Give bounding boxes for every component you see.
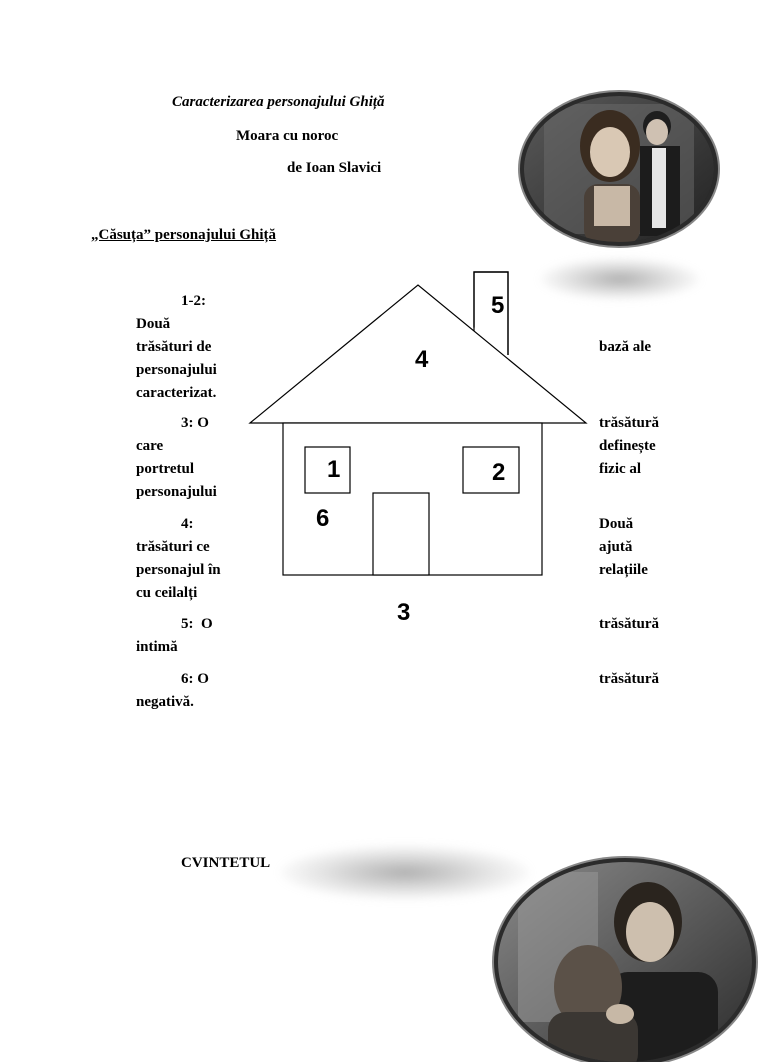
house-label-ground: 3 — [397, 599, 411, 626]
house-window-right — [463, 447, 519, 493]
clue-text-line: fizic al — [599, 461, 642, 477]
work-title: Moara cu noroc — [236, 128, 339, 144]
clue-text-line: trăsături ce — [136, 539, 210, 555]
document-title: Caracterizarea personajului Ghiță — [172, 94, 385, 110]
clue-text-line: negativă. — [136, 694, 194, 710]
clue-3-left — [136, 412, 246, 504]
clue-text-line: portretul — [136, 461, 195, 477]
film-still-top-image — [524, 96, 714, 242]
clue-text-line: personajului — [136, 484, 217, 500]
clue-4-left — [136, 513, 246, 605]
clue-text-line: trăsătură — [599, 616, 659, 632]
clue-text-line: trăsătură — [599, 415, 659, 431]
clue-number: 4: — [181, 516, 194, 532]
clue-number: 1-2: — [181, 293, 206, 309]
clue-6-right — [599, 668, 679, 691]
clue-5-right — [599, 613, 679, 636]
clue-text-line: Două — [136, 316, 171, 332]
house-drawing — [240, 268, 596, 618]
film-still-bottom — [498, 862, 752, 1062]
clue-6-left — [136, 668, 246, 714]
clue-number: 5: O — [181, 616, 213, 632]
clue-number: 6: O — [181, 671, 209, 687]
clue-text-line: intimă — [136, 639, 178, 655]
clue-text-line: bază ale — [599, 339, 652, 355]
clue-number: 3: O — [181, 415, 209, 431]
clue-text-line: personajului — [136, 362, 217, 378]
clue-text-line: personajul în — [136, 562, 221, 578]
clue-text-line: trăsătură — [599, 671, 659, 687]
house-label-wall: 6 — [316, 505, 330, 532]
clue-4-right — [599, 513, 679, 582]
section-heading: „Căsuța” personajului Ghiță — [91, 227, 277, 243]
clue-1-2-left — [136, 290, 246, 405]
house-label-window-left: 1 — [327, 456, 341, 483]
clue-text-line: care — [136, 438, 164, 454]
house-label-roof: 4 — [415, 346, 429, 373]
clue-text-line: caracterizat. — [136, 385, 217, 401]
house-door — [373, 493, 429, 575]
clue-text-line: ajută — [599, 539, 633, 555]
clue-3-right — [599, 412, 679, 481]
clue-text-line: cu ceilalți — [136, 585, 198, 601]
clue-text-line: Două — [599, 516, 634, 532]
house-label-chimney: 5 — [491, 292, 505, 319]
clue-text-line: definește — [599, 438, 656, 454]
clue-text-line: relațiile — [599, 562, 648, 578]
house-label-window-right: 2 — [492, 459, 506, 486]
author-line: de Ioan Slavici — [287, 160, 382, 176]
clue-1-2-right — [599, 336, 679, 359]
cvintet-heading: CVINTETUL — [181, 855, 271, 871]
clue-text-line: trăsături de — [136, 339, 212, 355]
clue-5-left — [136, 613, 246, 659]
film-still-bottom-image — [498, 862, 752, 1062]
heading-shadow-bottom — [280, 845, 530, 900]
film-still-top — [524, 96, 714, 242]
